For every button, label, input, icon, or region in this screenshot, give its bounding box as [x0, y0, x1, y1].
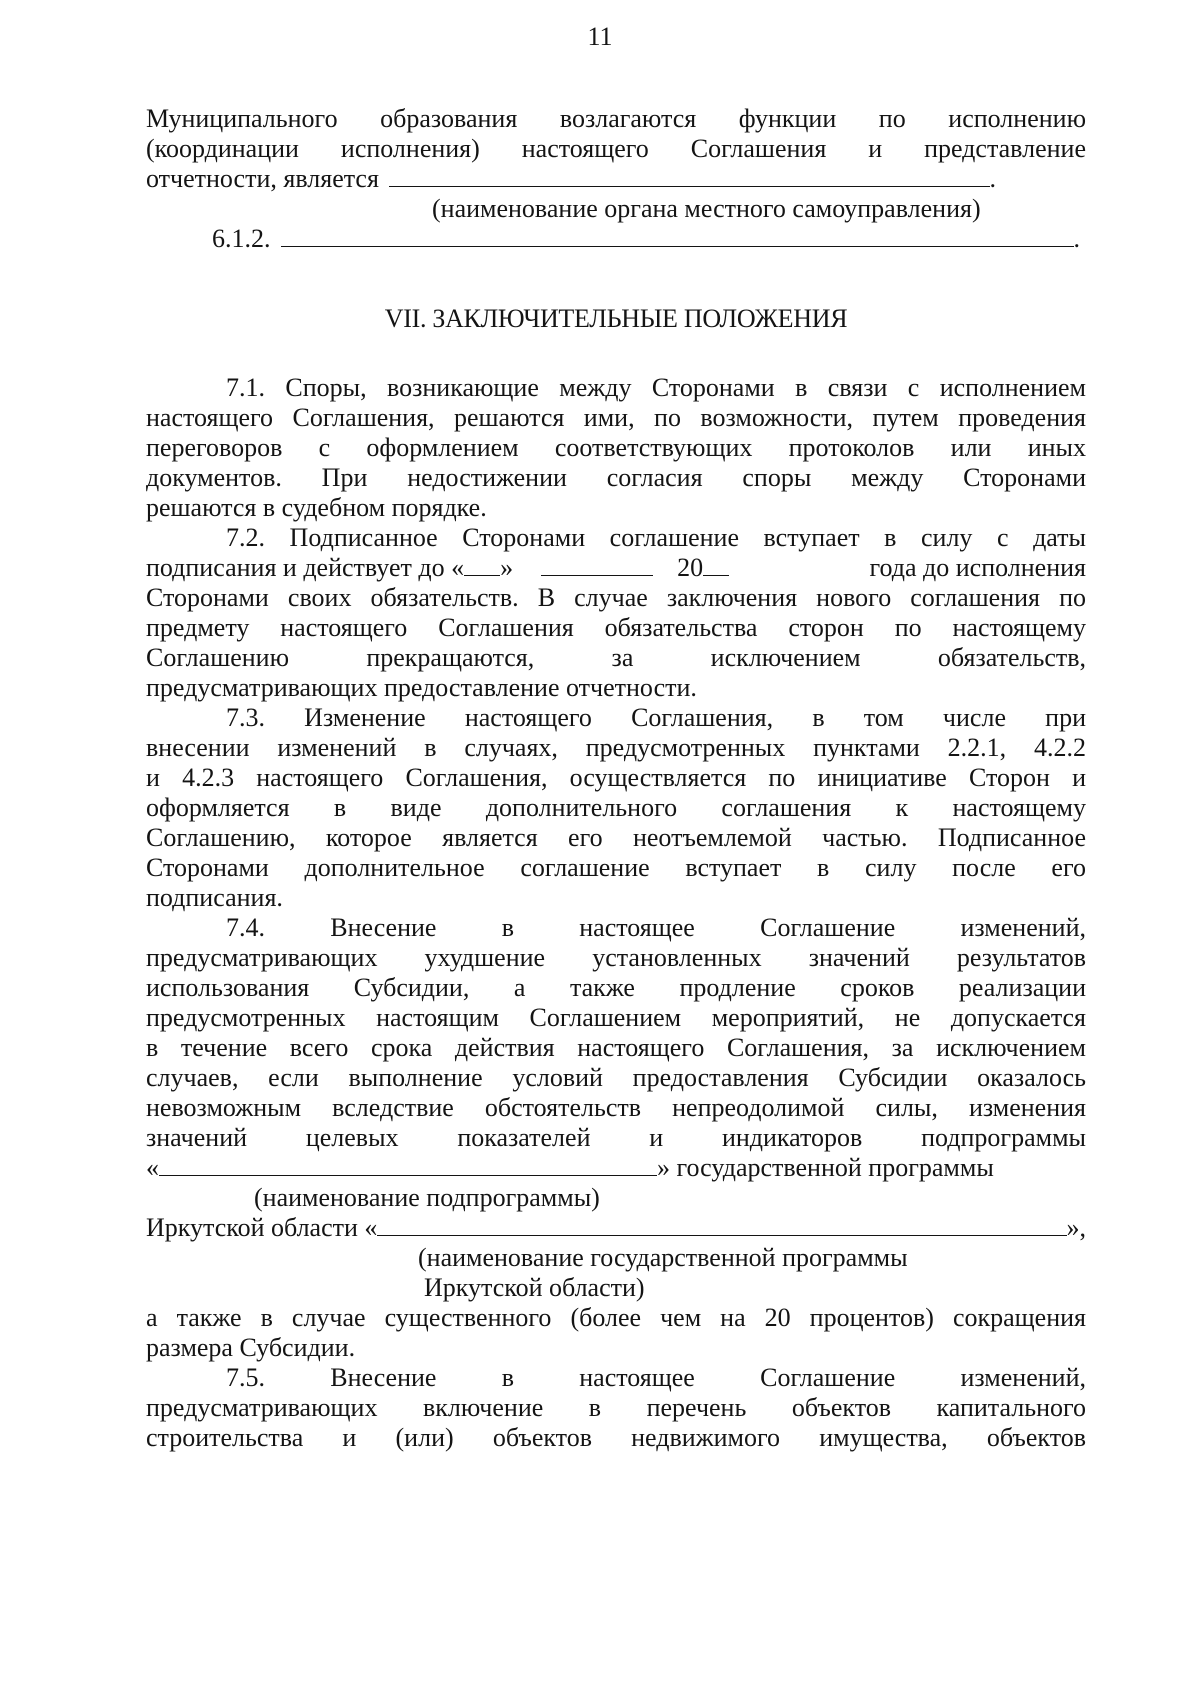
p73-line: Сторонами дополнительное соглашение вступает в силу после его: [146, 853, 1086, 882]
p74-line: предусмотренных настоящим Соглашением мероприятий, не допускается: [146, 1003, 1086, 1032]
caption-program-2: Иркутской области): [424, 1273, 645, 1302]
p73-line: Соглашению, которое является его неотъемлемой частью. Подписанное: [146, 823, 1086, 852]
p72-line: предусматривающих предоставление отчетности.: [146, 673, 697, 702]
p72-date-line: [146, 553, 1086, 583]
p72-line2-a: подписания и действует до «: [146, 553, 465, 582]
p72-line: 7.2. Подписанное Сторонами соглашение вступает в силу с даты: [226, 523, 1086, 552]
p74-line: значений целевых показателей и индикаторов подпрограммы: [146, 1123, 1086, 1152]
sec6-line-2: (координации исполнения) настоящего Соглашения и представление: [146, 134, 1086, 163]
p72-line2-d: года до исполнения: [869, 553, 1086, 582]
year-blank-field[interactable]: [703, 553, 729, 576]
subprogram-close: » государственной программы: [657, 1153, 994, 1182]
p72-line: Соглашению прекращаются, за исключением обязательств,: [146, 643, 1086, 672]
region-prefix: Иркутской области «: [146, 1213, 378, 1242]
p73-line: оформляется в виде дополнительного соглашения к настоящему: [146, 793, 1086, 822]
p74-line: в течение всего срока действия настоящего Соглашения, за исключением: [146, 1033, 1086, 1062]
p71-line: переговоров с оформлением соответствующих протоколов или иных: [146, 433, 1086, 462]
p74-tail-line: размера Субсидии.: [146, 1333, 356, 1362]
p71-line: документов. При недостижении согласия споры между Сторонами: [146, 463, 1086, 492]
p74-line: случаев, если выполнение условий предоставления Субсидии оказалось: [146, 1063, 1086, 1092]
p71-line: решаются в судебном порядке.: [146, 493, 487, 522]
p75-line: предусматривающих включение в перечень объектов капитального: [146, 1393, 1086, 1422]
p74-line: предусматривающих ухудшение установленных значений результатов: [146, 943, 1086, 972]
caption-program-1: (наименование государственной программы: [418, 1243, 908, 1272]
subprogram-open: «: [146, 1153, 159, 1182]
region-suffix: »,: [1066, 1213, 1086, 1242]
p71-line: настоящего Соглашения, решаются ими, по возможности, путем проведения: [146, 403, 1086, 432]
month-blank-field[interactable]: [541, 553, 653, 576]
sec6-line-3-prefix: отчетности, является: [146, 164, 379, 193]
p72-line: Сторонами своих обязательств. В случае заключения нового соглашения по: [146, 583, 1086, 612]
p71-line: 7.1. Споры, возникающие между Сторонами в связи с исполнением: [226, 373, 1086, 402]
p73-line: и 4.2.3 настоящего Соглашения, осуществляется по инициативе Сторон и: [146, 763, 1086, 792]
sec6-line-3-suffix: .: [989, 164, 996, 193]
caption-organ: (наименование органа местного самоуправления): [432, 194, 981, 223]
item-612: [212, 224, 1080, 254]
p73-line: подписания.: [146, 883, 283, 912]
day-blank-field[interactable]: [464, 553, 500, 576]
program-blank-field[interactable]: [377, 1213, 1066, 1236]
caption-subprogram: (наименование подпрограммы): [254, 1183, 600, 1212]
item-612-blank-field[interactable]: [281, 224, 1074, 247]
section-heading: VII. ЗАКЛЮЧИТЕЛЬНЫЕ ПОЛОЖЕНИЯ: [384, 304, 848, 333]
p75-line: 7.5. Внесение в настоящее Соглашение изменений,: [226, 1363, 1086, 1392]
page-number: 11: [587, 22, 613, 51]
p74-line: невозможным вследствие обстоятельств непреодолимой силы, изменения: [146, 1093, 1086, 1122]
sec6-line-3: [146, 164, 996, 194]
p72-line2-c: 20: [677, 553, 704, 582]
item-612-label: 6.1.2.: [212, 224, 271, 253]
subprogram-blank-field[interactable]: [159, 1153, 657, 1176]
p72-line: предмету настоящего Соглашения обязательства сторон по настоящему: [146, 613, 1086, 642]
p73-line: внесении изменений в случаях, предусмотренных пунктами 2.2.1, 4.2.2: [146, 733, 1086, 762]
organ-blank-field[interactable]: [389, 164, 990, 187]
p74-tail-line: а также в случае существенного (более чем на 20 процентов) сокращения: [146, 1303, 1086, 1332]
p73-line: 7.3. Изменение настоящего Соглашения, в том числе при: [226, 703, 1086, 732]
p75-line: строительства и (или) объектов недвижимого имущества, объектов: [146, 1423, 1086, 1452]
subprogram-line: [146, 1153, 1086, 1183]
item-612-suffix: .: [1073, 224, 1080, 253]
p74-line: 7.4. Внесение в настоящее Соглашение изменений,: [226, 913, 1086, 942]
sec6-line-1: Муниципального образования возлагаются функции по исполнению: [146, 104, 1086, 133]
region-program-line: [146, 1213, 1086, 1243]
p72-line2-b: »: [500, 553, 514, 582]
p74-line: использования Субсидии, а также продление сроков реализации: [146, 973, 1086, 1002]
